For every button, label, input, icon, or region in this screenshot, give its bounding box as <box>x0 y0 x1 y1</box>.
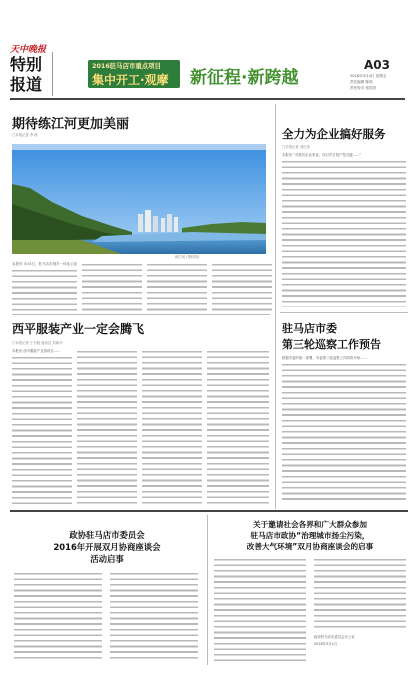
article1-col4 <box>212 262 272 312</box>
notice-left-title-line2: 2016年开展双月协商座谈会 <box>53 542 161 552</box>
section-label-line2: 报道 <box>10 75 43 94</box>
slogan: 新征程·新跨越 <box>190 68 299 88</box>
notice-right-title-line1: 关于邀请社会各界和广大群众参加 <box>253 520 367 529</box>
article4-top-rule <box>280 312 408 313</box>
page-number: A03 <box>364 58 390 72</box>
article1-title: 期待练江河更加美丽 <box>12 117 130 132</box>
article2-body <box>282 159 406 307</box>
article4-title-line1: 驻马店市委 <box>282 322 337 335</box>
banner-main-text: 集中开工·观摩 <box>92 73 169 87</box>
article1-byline: □本报记者 李 桃 <box>12 133 38 137</box>
project-banner <box>88 60 180 88</box>
article1-photo <box>12 144 266 254</box>
article1-col1 <box>12 268 77 312</box>
masthead-rule <box>10 98 405 100</box>
article3-col2 <box>77 349 137 505</box>
article4-title-line2: 第三轮巡察工作预告 <box>282 338 381 351</box>
notice-right-title-line3: 改善大气环境”双月协商座谈会的启事 <box>246 542 374 551</box>
article2-title: 全力为企业搞好服务 <box>282 127 386 141</box>
river-landscape-image <box>12 144 266 254</box>
article1-col2 <box>82 262 142 312</box>
bottom-section-rule <box>10 510 408 512</box>
article2-lead: 本报讯 “对我们企业来说，项目早日投产是关键……” <box>282 153 362 157</box>
date-line: 2016年3月4日 星期五 <box>350 74 387 78</box>
article2-byline: □本报记者 刘红伟 <box>282 145 311 149</box>
article3-lead: 本报讯 西平服装产业园项目…… <box>12 349 61 353</box>
editor-line: 责任编辑 陈琪 <box>350 80 373 84</box>
article1-rule <box>12 314 270 315</box>
notice-left-col2 <box>110 571 198 661</box>
newspaper-logo: 天中晚报 <box>10 45 47 55</box>
article4-lead: 根据市委的统一部署，市委第三轮巡察工作即将开始…… <box>282 356 367 360</box>
article4-body <box>282 362 406 504</box>
notice-left-title-line3: 活动启事 <box>90 554 124 564</box>
article3-col3 <box>142 349 202 505</box>
notice-left-title-line1: 政协驻马店市委员会 <box>69 530 145 540</box>
masthead <box>0 0 415 100</box>
article1-col3 <box>147 262 207 312</box>
article3-byline: □本报记者 王书超 通讯员 刘新华 <box>12 341 63 345</box>
article3-col1 <box>12 355 72 505</box>
design-line: 责任校对 张国亮 <box>350 86 377 90</box>
article3-col4 <box>207 349 269 505</box>
notice-right-col1 <box>214 557 306 661</box>
notice-right-signoff1: 政协驻马店市委员会办公室 <box>314 635 355 639</box>
article3-title: 西平服装产业一定会腾飞 <box>12 322 145 336</box>
banner-top-text: 2016驻马店市重点项目 <box>92 62 161 70</box>
section-label-line1: 特别 <box>10 55 43 74</box>
article1-photo-caption: 练江河 (资料图) <box>175 255 200 259</box>
column-divider <box>275 104 276 509</box>
notice-left-col1 <box>14 571 102 661</box>
section-divider <box>52 52 53 96</box>
notice-right-signoff2: 2016年3月1日 <box>314 642 338 646</box>
notice-right-col2 <box>314 557 406 629</box>
notice-right <box>212 515 408 665</box>
notice-left <box>12 515 202 665</box>
notice-right-title-line2: 驻马店市政协“治理城市扬尘污染， <box>250 531 370 540</box>
article1-lead: 本报讯 3月4日，驻马店市城乡一体化示范 <box>12 262 77 266</box>
bottom-divider <box>207 515 208 665</box>
section-label <box>10 55 46 95</box>
